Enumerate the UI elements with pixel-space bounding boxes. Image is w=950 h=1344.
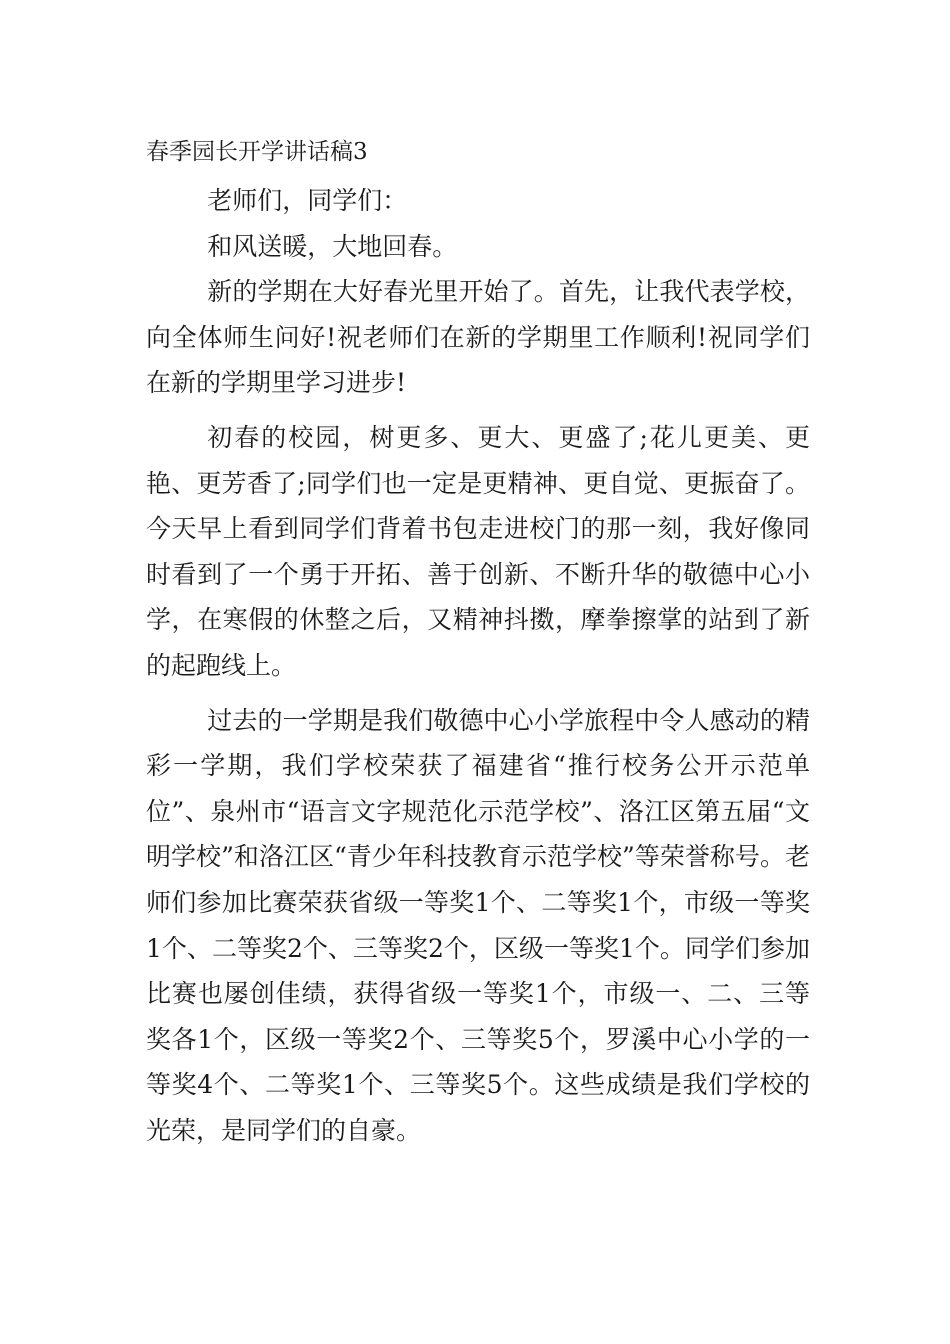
paragraph-4: 过去的一学期是我们敬德中心小学旅程中令人感动的精彩一学期，我们学校荣获了福建省“推行校务公开示范单位”、泉州市“语言文字规范化示范学校”、洛江区第五届“文明学校”和洛江区“青少年科技教育示范学校”等荣誉称号。老师们参加比赛荣获省级一等奖1个、二等奖1个，市级一等奖1个、二等奖2个、三等奖2个，区级一等奖1个。同学们参加比赛也屡创佳绩，获得省级一等奖1个，市级一、二、三等奖各1个，区级一等奖2个、三等奖5个，罗溪中心小学的一等奖4个、二等奖1个、三等奖5个。这些成绩是我们学校的光荣，是同学们的自豪。 (146, 705, 810, 1145)
document-title: 春季园长开学讲话稿3 (146, 139, 368, 165)
paragraph-3: 初春的校园，树更多、更大、更盛了;花儿更美、更艳、更芳香了;同学们也一定是更精神、更自觉、更振奋了。今天早上看到同学们背着书包走进校门的那一刻，我好像同时看到了一个勇于开拓、善于创新、不断升华的敬德中心小学，在寒假的休整之后，又精神抖擞，摩拳擦掌的站到了新的起跑线上。 (146, 422, 810, 680)
paragraph-2: 新的学期在大好春光里开始了。首先，让我代表学校，向全体师生问好!祝老师们在新的学期里工作顺利!祝同学们在新的学期里学习进步! (146, 277, 810, 398)
paragraph-1: 和风送暖，大地回春。 (207, 231, 458, 261)
document-page (146, 132, 810, 1153)
salutation: 老师们，同学们： (207, 186, 408, 215)
